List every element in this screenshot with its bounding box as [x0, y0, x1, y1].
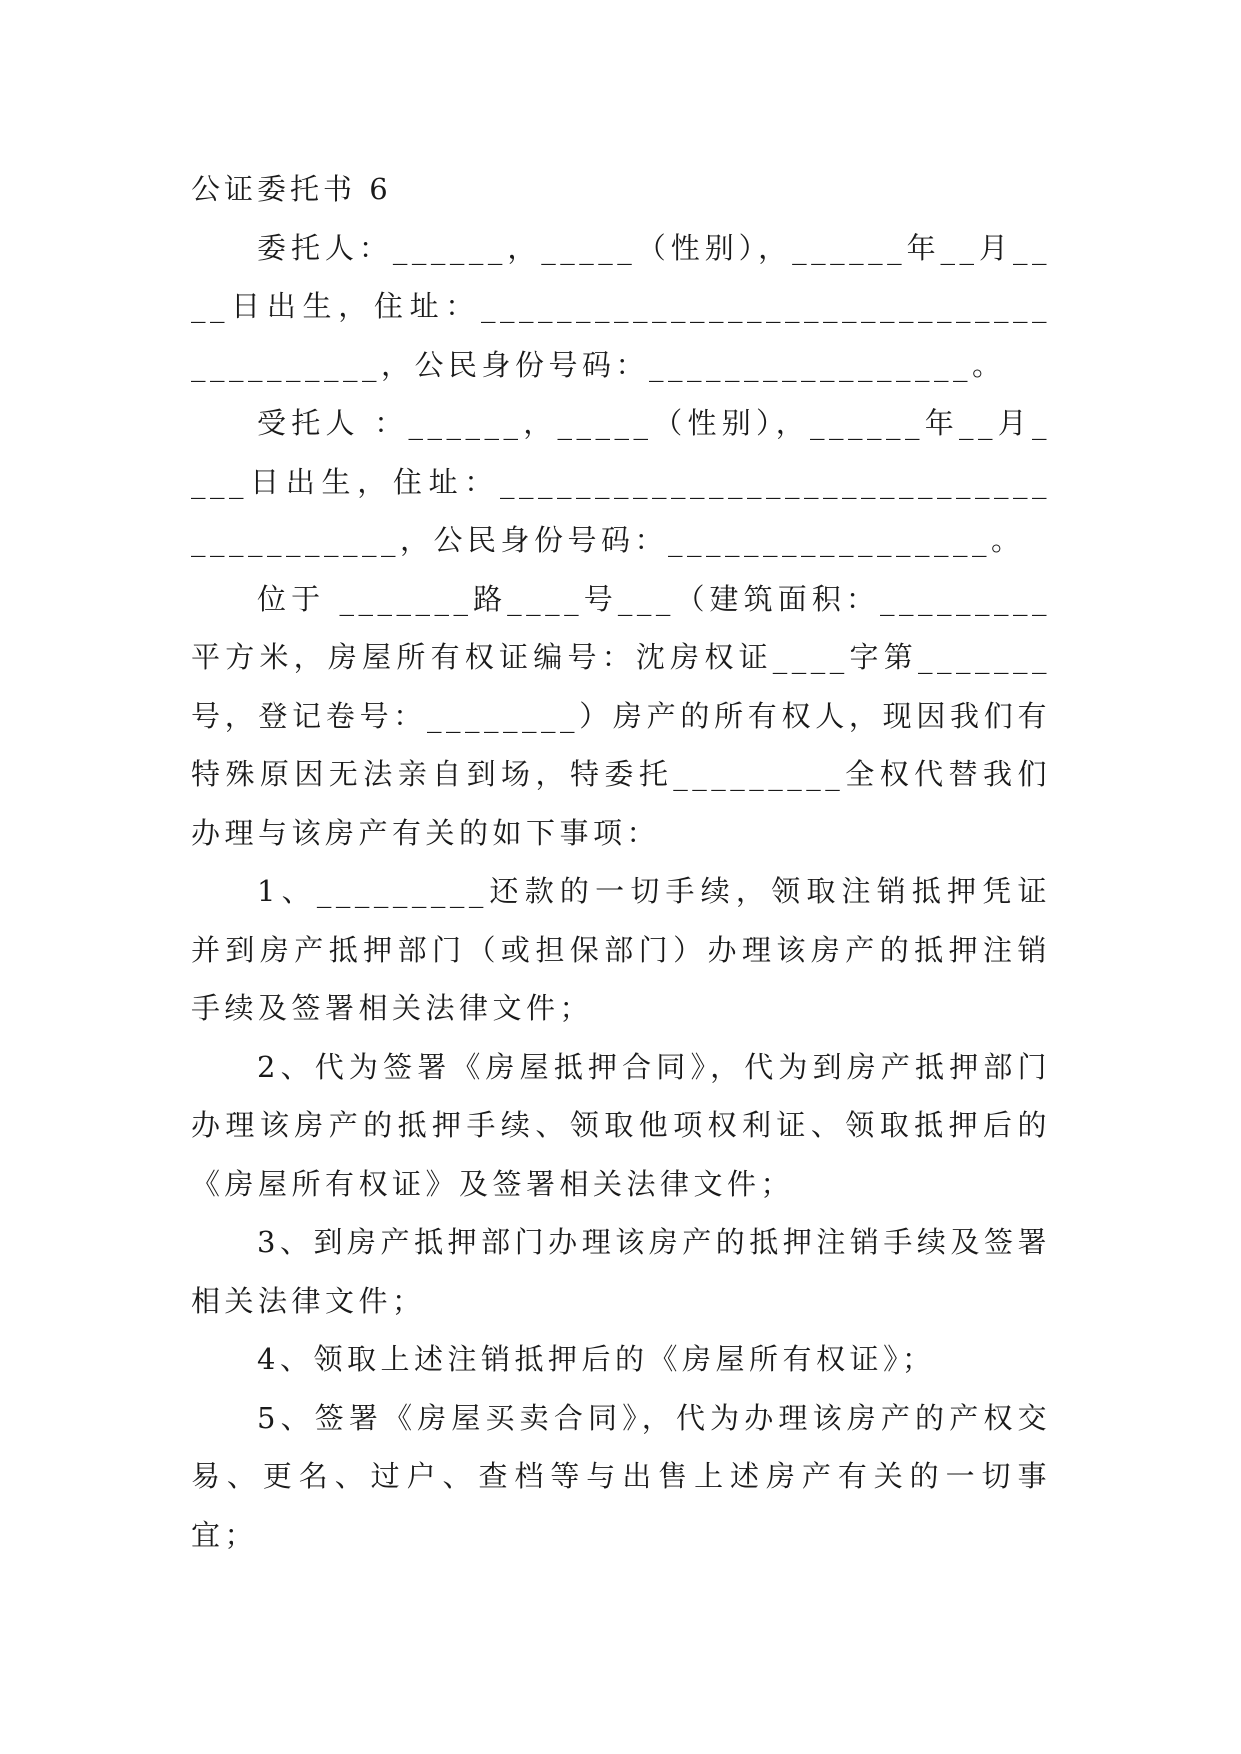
paragraph-item-2: 2、代为签署《房屋抵押合同》，代为到房产抵押部门办理该房产的抵押手续、领取他项权利证、领取抵押后的《房屋所有权证》及签署相关法律文件； [191, 1049, 1051, 1201]
paragraph-agent: 受托人 ：______，_____（性别），______年__月____日出生，住址：________________________________________，公民身份号码：_________________。 [191, 406, 1051, 557]
paragraph-property: 位于 _______路____号___（建筑面积：_________平方米，房屋所有权证编号：沈房权证____字第_______号，登记卷号：________）房产的所有权人，现因我们有特殊原因无法亲自到场，特委托_________全权代替我们办理与该房产有关的如下事项： [191, 581, 1051, 850]
paragraph-item-3: 3、到房产抵押部门办理该房产的抵押注销手续及签署相关法律文件； [191, 1225, 1051, 1318]
document-title: 公证委托书 6 [191, 172, 392, 206]
paragraph-item-1: 1、_________还款的一切手续，领取注销抵押凭证并到房产抵押部门（或担保部门）办理该房产的抵押注销手续及签署相关法律文件； [191, 874, 1051, 1025]
paragraph-item-4: 4、领取上述注销抵押后的《房屋所有权证》； [257, 1342, 936, 1376]
paragraph-item-5: 5、签署《房屋买卖合同》，代为办理该房产的产权交易、更名、过户、查档等与出售上述房产有关的一切事宜； [191, 1400, 1051, 1552]
paragraph-principal: 委托人：______，_____（性别），______年__月____日出生，住址：________________________________________，公民身份号码：_________________。 [191, 230, 1051, 382]
document-body [191, 160, 1051, 1564]
